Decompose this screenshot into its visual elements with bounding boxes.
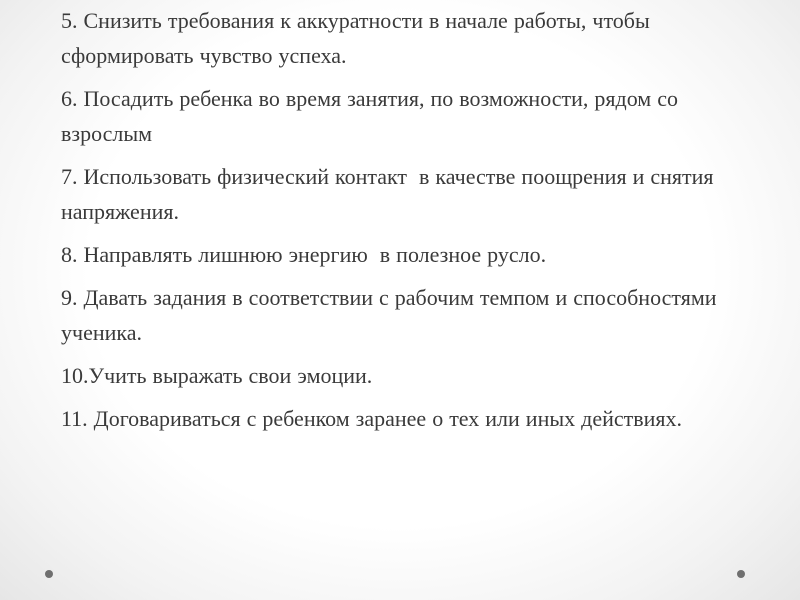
left-dot-icon: [45, 570, 53, 578]
list-item-11: 11. Договариваться с ребенком заранее о тех или иных действиях.: [61, 406, 683, 431]
list-item-9: 9. Давать задания в соответствии с рабочим темпом и способностями ученика.: [61, 285, 723, 345]
list-item-7: 7. Использовать физический контакт в качестве поощрения и снятия напряжения.: [61, 164, 720, 224]
list-item-8: 8. Направлять лишнюю энергию в полезное русло.: [61, 242, 547, 267]
slide-body-text: [61, 0, 741, 436]
list-item-5: 5. Снизить требования к аккуратности в начале работы, чтобы сформировать чувство успеха.: [61, 8, 656, 68]
list-item-6: 6. Посадить ребенка во время занятия, по возможности, рядом со взрослым: [61, 86, 684, 146]
right-dot-icon: [737, 570, 745, 578]
list-item-10: 10.Учить выражать свои эмоции.: [61, 363, 373, 388]
